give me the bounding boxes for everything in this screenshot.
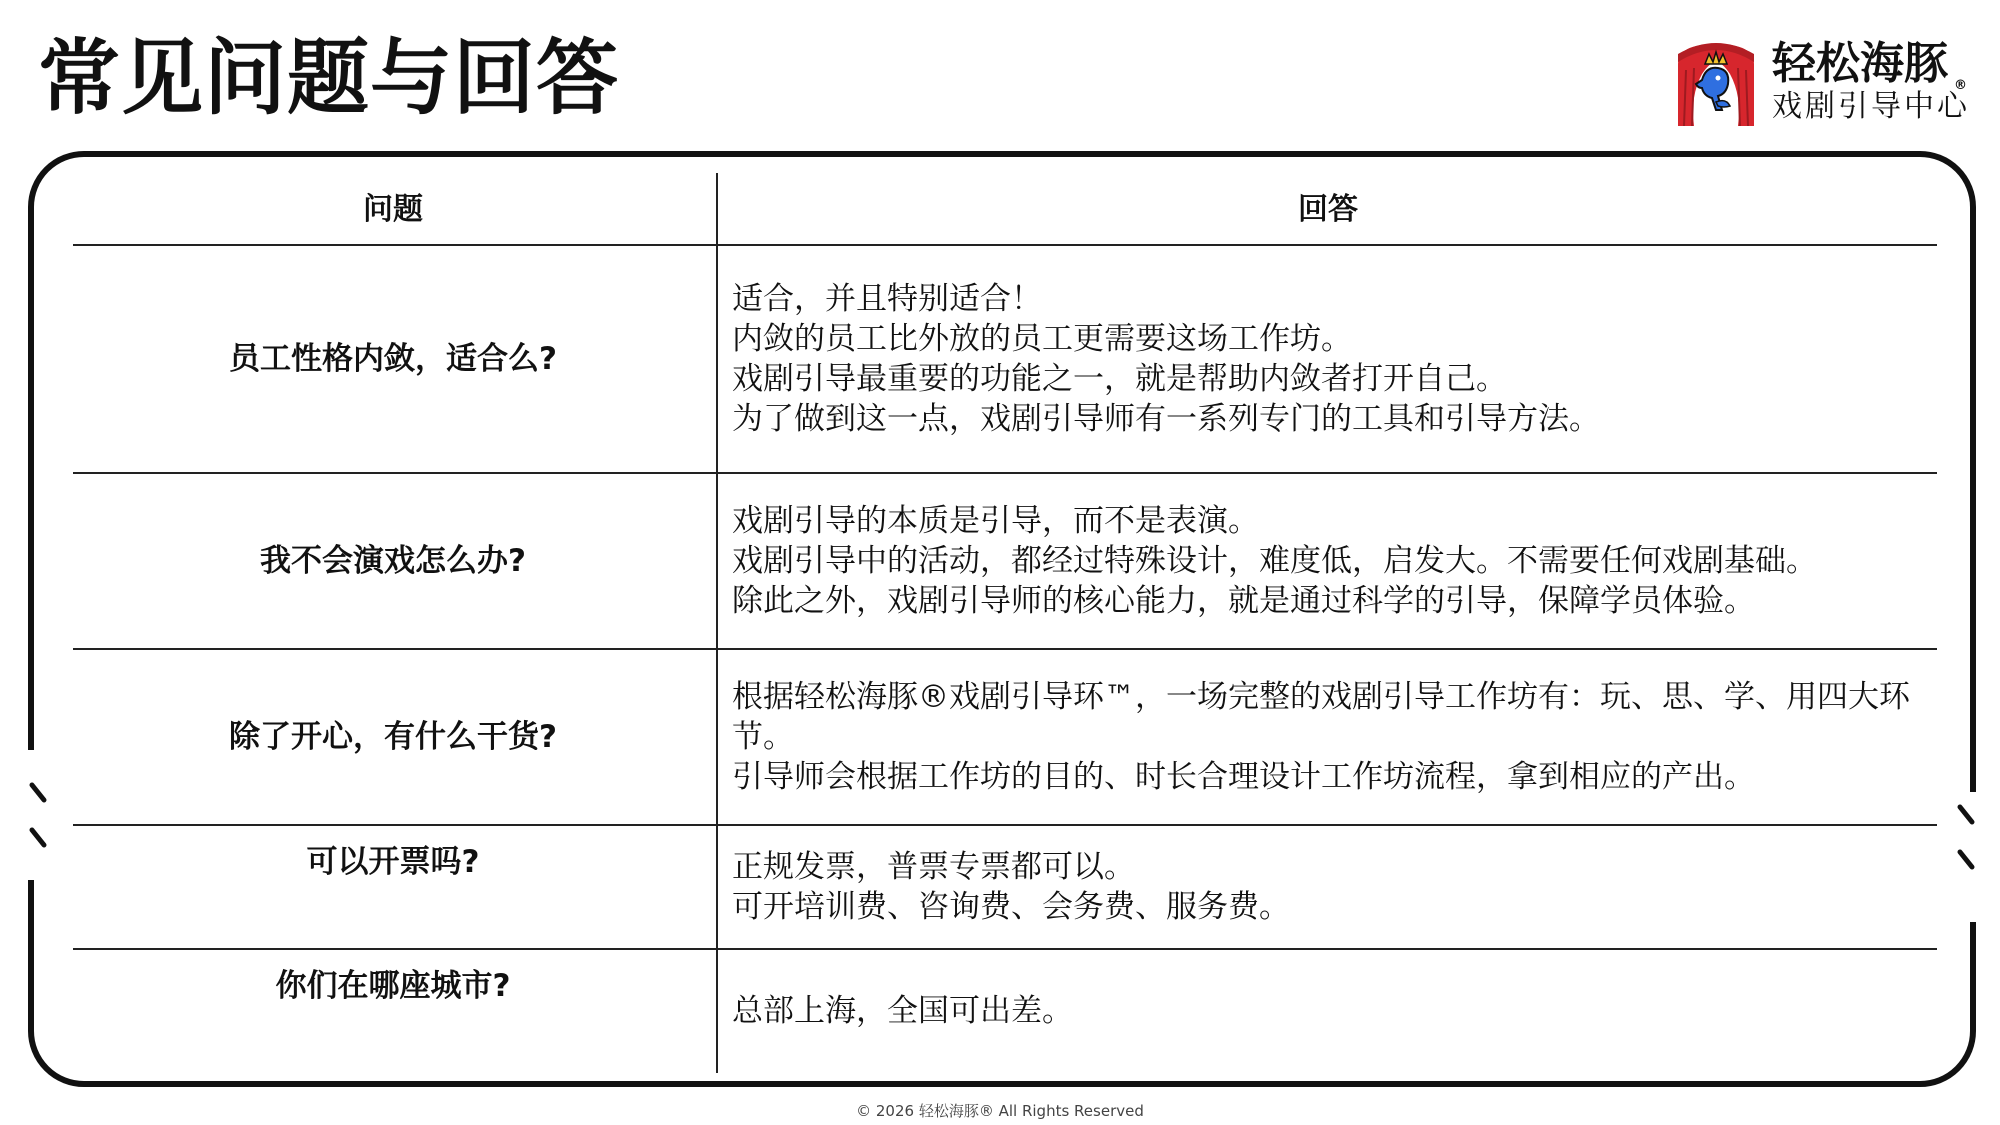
question-cell: 除了开心，有什么干货? [229, 719, 557, 755]
row-divider [73, 472, 1937, 474]
card-right-edge-gap [1950, 792, 1990, 922]
answer-line: 根据轻松海豚®戏剧引导环™，一场完整的戏剧引导工作坊有：玩、思、学、用四大环节。 [732, 679, 1910, 755]
row-divider [73, 948, 1937, 950]
answer-line: 戏剧引导最重要的功能之一，就是帮助内敛者打开自己。 [732, 361, 1507, 397]
row-divider [73, 648, 1937, 650]
brand-subtitle: 戏剧引导中心 [1772, 89, 1970, 124]
column-divider [716, 173, 718, 1073]
copyright-footer: © 2026 轻松海豚® All Rights Reserved [856, 1102, 1144, 1120]
card-left-edge-gap [12, 750, 52, 880]
answer-cell [732, 652, 1932, 822]
question-cell: 我不会演戏怎么办? [260, 543, 526, 579]
header-row-divider [73, 244, 1937, 246]
answer-cell [732, 248, 1932, 470]
answer-line: 可开培训费、咨询费、会务费、服务费。 [732, 889, 1290, 925]
answer-line: 戏剧引导的本质是引导，而不是表演。 [732, 503, 1259, 539]
answer-line: 正规发票，普票专票都可以。 [732, 849, 1135, 885]
brand-name: 轻松海豚 [1772, 38, 1948, 89]
answer-line: 引导师会根据工作坊的目的、时长合理设计工作坊流程，拿到相应的产出。 [732, 759, 1755, 795]
right-edge-slash-marks [1950, 792, 1990, 922]
question-cell: 你们在哪座城市? [275, 968, 511, 1004]
column-header-question: 问题 [363, 192, 423, 227]
answer-cell [732, 476, 1932, 646]
brand-registered-mark: ® [1954, 78, 1967, 93]
question-cell: 可以开票吗? [306, 844, 480, 880]
answer-cell [732, 952, 1932, 1070]
answer-line: 总部上海，全国可出差。 [732, 993, 1073, 1029]
answer-line: 为了做到这一点，戏剧引导师有一系列专门的工具和引导方法。 [732, 401, 1600, 437]
left-edge-slash-marks [12, 750, 52, 880]
answer-line: 除此之外，戏剧引导师的核心能力，就是通过科学的引导，保障学员体验。 [732, 583, 1755, 619]
answer-line: 戏剧引导中的活动，都经过特殊设计，难度低，启发大。不需要任何戏剧基础。 [732, 543, 1817, 579]
brand-logo-block [1672, 38, 1972, 134]
question-cell: 员工性格内敛，适合么? [229, 341, 557, 377]
column-header-answer: 回答 [1298, 192, 1358, 227]
row-divider [73, 824, 1937, 826]
page-title: 常见问题与回答 [38, 31, 620, 126]
answer-line: 适合，并且特别适合！ [732, 281, 1042, 317]
answer-cell [732, 828, 1932, 946]
theater-curtain-dolphin-logo-icon [1672, 40, 1760, 128]
answer-line: 内敛的员工比外放的员工更需要这场工作坊。 [732, 321, 1352, 357]
